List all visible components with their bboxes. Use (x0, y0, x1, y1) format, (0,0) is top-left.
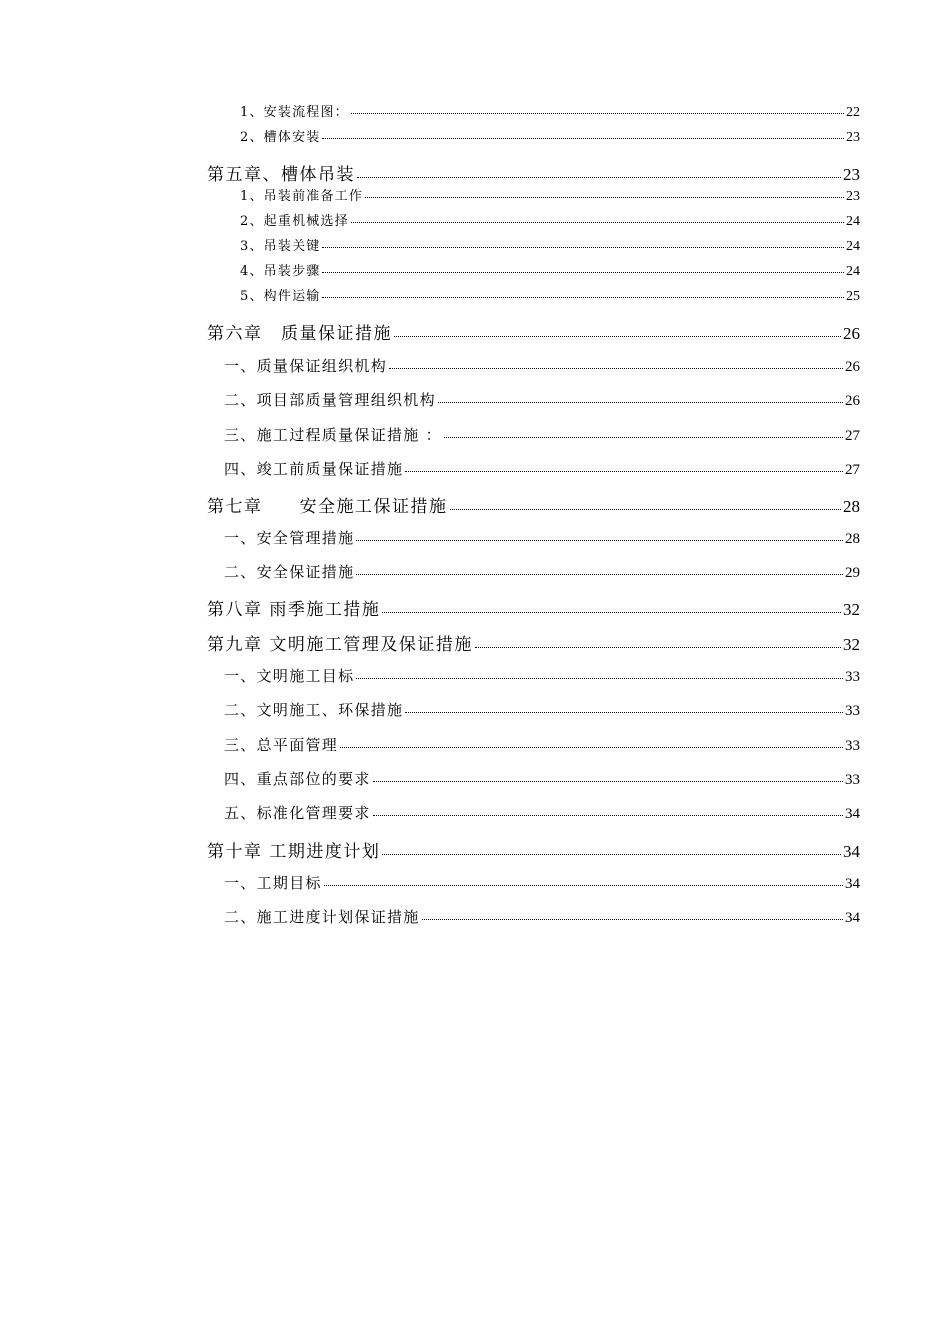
toc-section[interactable] (224, 872, 860, 893)
toc-entry-label: 一、质量保证组织机构 (224, 357, 388, 375)
toc-entry-page: 25 (846, 289, 860, 304)
toc-section[interactable] (224, 699, 860, 720)
toc-leader-dots (340, 747, 843, 748)
toc-leader-dots (389, 368, 843, 369)
toc-leader-dots (322, 247, 844, 248)
toc-entry-page: 24 (846, 264, 860, 279)
toc-leader-dots (405, 712, 843, 713)
toc-leader-dots (322, 297, 844, 298)
toc-entry-label: 二、施工进度计划保证措施 (224, 908, 420, 926)
toc-entry-page: 24 (846, 239, 860, 254)
toc-entry-page: 27 (845, 462, 860, 478)
toc-entry[interactable] (240, 126, 860, 146)
toc-leader-dots (444, 437, 843, 438)
toc-entry-page: 34 (845, 910, 860, 926)
toc-entry-label: 1、安装流程图： (240, 105, 349, 120)
toc-entry-page: 32 (843, 635, 860, 654)
toc-entry-page: 32 (843, 600, 860, 619)
toc-chapter[interactable] (207, 160, 860, 185)
toc-leader-dots (357, 177, 841, 178)
toc-entry-page: 27 (845, 428, 860, 444)
toc-section[interactable] (224, 802, 860, 823)
toc-entry-label: 四、竣工前质量保证措施 (224, 460, 404, 478)
toc-leader-dots (405, 471, 843, 472)
toc-entry-label: 第九章 文明施工管理及保证措施 (207, 635, 473, 655)
toc-entry-page: 26 (845, 393, 860, 409)
toc-entry-label: 1、吊装前准备工作 (240, 189, 364, 204)
toc-leader-dots (356, 574, 843, 575)
toc-chapter[interactable] (207, 595, 860, 620)
toc-entry-page: 34 (843, 842, 860, 861)
toc-section[interactable] (224, 424, 860, 445)
toc-leader-dots (322, 272, 844, 273)
toc-section[interactable] (224, 561, 860, 582)
toc-entry-page: 26 (845, 359, 860, 375)
toc-entry[interactable] (240, 210, 860, 230)
toc-section[interactable] (224, 527, 860, 548)
toc-entry-label: 第十章 工期进度计划 (207, 842, 381, 862)
toc-entry-label: 五、标准化管理要求 (224, 804, 371, 822)
toc-leader-dots (475, 647, 841, 648)
toc-entry-label: 第八章 雨季施工措施 (207, 600, 381, 620)
toc-entry-page: 28 (843, 497, 860, 516)
toc-leader-dots (356, 678, 843, 679)
toc-entry-label: 一、安全管理措施 (224, 529, 355, 547)
toc-entry-label: 5、构件运输 (240, 289, 321, 304)
toc-entry-page: 33 (845, 772, 860, 788)
toc-entry-page: 22 (846, 105, 860, 120)
toc-leader-dots (382, 612, 841, 613)
toc-chapter[interactable] (207, 319, 860, 344)
toc-entry-label: 四、重点部位的要求 (224, 770, 371, 788)
toc-leader-dots (324, 885, 843, 886)
toc-leader-dots (365, 197, 844, 198)
toc-entry-label: 第六章 质量保证措施 (207, 324, 392, 344)
toc-section[interactable] (224, 906, 860, 927)
toc-entry-page: 23 (843, 165, 860, 184)
toc-leader-dots (450, 509, 842, 510)
toc-entry-page: 34 (845, 806, 860, 822)
toc-entry[interactable] (240, 235, 860, 255)
toc-entry-label: 第七章 安全施工保证措施 (207, 497, 448, 517)
toc-entry-page: 26 (843, 324, 860, 343)
toc-entry-label: 一、文明施工目标 (224, 667, 355, 685)
toc-entry[interactable] (240, 260, 860, 280)
toc-entry[interactable] (240, 285, 860, 305)
toc-chapter[interactable] (207, 492, 860, 517)
toc-entry-label: 4、吊装步骤 (240, 264, 321, 279)
toc-leader-dots (351, 222, 844, 223)
toc-entry-label: 二、项目部质量管理组织机构 (224, 391, 436, 409)
toc-entry-page: 33 (845, 703, 860, 719)
toc-leader-dots (422, 919, 843, 920)
toc-entry-page: 33 (845, 738, 860, 754)
toc-leader-dots (373, 781, 843, 782)
toc-entry-label: 三、施工过程质量保证措施 ： (224, 426, 442, 444)
toc-entry-page: 33 (845, 669, 860, 685)
toc-section[interactable] (224, 768, 860, 789)
toc-entry[interactable] (240, 185, 860, 205)
toc-entry-page: 28 (845, 531, 860, 547)
toc-chapter[interactable] (207, 630, 860, 655)
toc-entry-label: 一、工期目标 (224, 874, 322, 892)
toc-section[interactable] (224, 458, 860, 479)
toc-entry-label: 2、起重机械选择 (240, 214, 349, 229)
toc-leader-dots (351, 113, 844, 114)
toc-leader-dots (382, 854, 841, 855)
toc-leader-dots (438, 402, 843, 403)
toc-section[interactable] (224, 734, 860, 755)
toc-section[interactable] (224, 355, 860, 376)
toc-leader-dots (394, 336, 841, 337)
toc-entry-page: 23 (846, 189, 860, 204)
toc-entry-page: 24 (846, 214, 860, 229)
toc-entry-label: 三、总平面管理 (224, 736, 339, 754)
toc-entry-label: 第五章、槽体吊装 (207, 165, 355, 185)
toc-section[interactable] (224, 389, 860, 410)
toc-entry-label: 3、吊装关键 (240, 239, 321, 254)
toc-entry-label: 二、安全保证措施 (224, 563, 355, 581)
toc-entry[interactable] (240, 101, 860, 121)
toc-entry-label: 二、文明施工、环保措施 (224, 701, 404, 719)
toc-leader-dots (322, 138, 844, 139)
toc-entry-page: 29 (845, 565, 860, 581)
toc-leader-dots (356, 540, 843, 541)
toc-leader-dots (373, 815, 843, 816)
toc-chapter[interactable] (207, 837, 860, 862)
toc-entry-label: 2、槽体安装 (240, 130, 321, 145)
toc-entry-page: 23 (846, 130, 860, 145)
toc-entry-page: 34 (845, 876, 860, 892)
toc-section[interactable] (224, 665, 860, 686)
